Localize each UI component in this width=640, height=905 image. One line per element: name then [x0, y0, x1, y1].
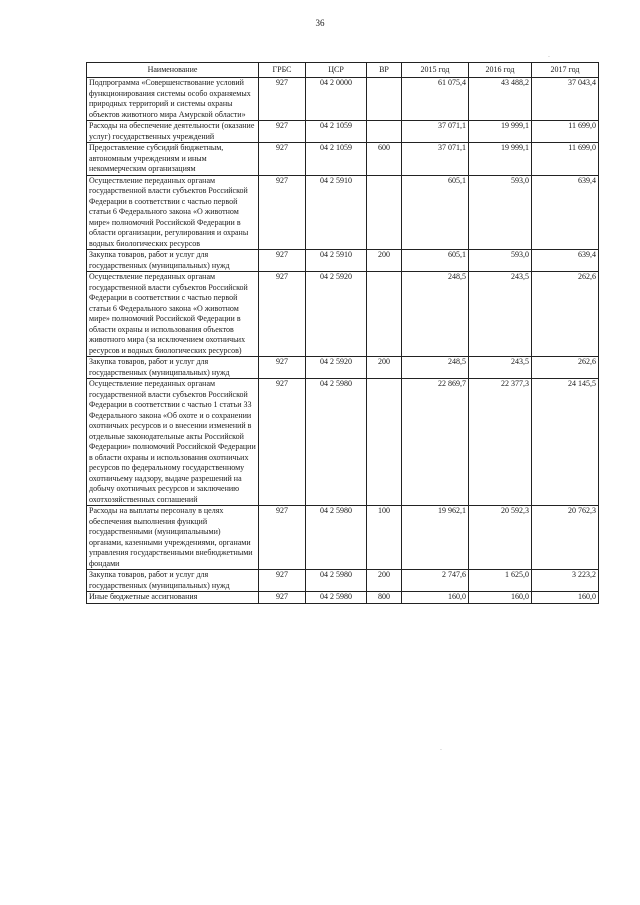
table-header [87, 63, 599, 78]
row-2017: 3 223,2 [532, 570, 599, 592]
row-2015: 37 071,1 [402, 121, 469, 143]
row-2017: 262,6 [532, 272, 599, 357]
row-csr: 04 2 5910 [306, 175, 367, 250]
header-vr: ВР [367, 63, 402, 78]
row-2015: 37 071,1 [402, 143, 469, 176]
row-2016: 593,0 [469, 175, 532, 250]
row-csr: 04 2 5910 [306, 250, 367, 272]
table-row [87, 357, 599, 379]
header-grbs: ГРБС [259, 63, 306, 78]
row-grbs: 927 [259, 357, 306, 379]
row-2017: 20 762,3 [532, 506, 599, 570]
row-2016: 43 488,2 [469, 78, 532, 121]
row-name: Осуществление переданных органам государственной власти субъектов Российской Федерации в соответствии с частью первой статьи 6 Федерального закона «О животном мире» полномочий Российской Федерации в области охраны и использования объектов животного мира (за исключением охотничьих ресурсов и водных биологических ресурсов) [87, 272, 259, 357]
row-2017: 639,4 [532, 250, 599, 272]
row-name: Закупка товаров, работ и услуг для государственных (муниципальных) нужд [87, 357, 259, 379]
page-number: 36 [315, 18, 325, 28]
row-2016: 19 999,1 [469, 143, 532, 176]
row-2017: 24 145,5 [532, 379, 599, 506]
row-2016: 243,5 [469, 272, 532, 357]
row-csr: 04 2 1059 [306, 121, 367, 143]
row-2016: 243,5 [469, 357, 532, 379]
row-vr: 200 [367, 250, 402, 272]
table-body [87, 78, 599, 604]
row-vr [367, 175, 402, 250]
row-name: Иные бюджетные ассигнования [87, 592, 259, 604]
row-name: Подпрограмма «Совершенствование условий функционирования системы особо охраняемых природных территорий и системы охраны объектов животного мира Амурской области» [87, 78, 259, 121]
header-2016: 2016 год [469, 63, 532, 78]
table-row [87, 175, 599, 250]
row-vr: 100 [367, 506, 402, 570]
row-2016: 22 377,3 [469, 379, 532, 506]
row-2017: 11 699,0 [532, 143, 599, 176]
table-row [87, 121, 599, 143]
row-grbs: 927 [259, 506, 306, 570]
header-row [87, 63, 599, 78]
row-2015: 605,1 [402, 250, 469, 272]
row-csr: 04 2 0000 [306, 78, 367, 121]
row-vr [367, 78, 402, 121]
row-vr [367, 379, 402, 506]
table-row [87, 78, 599, 121]
row-name: Предоставление субсидий бюджетным, автономным учреждениям и иным некоммерческим организациям [87, 143, 259, 176]
row-2016: 19 999,1 [469, 121, 532, 143]
row-grbs: 927 [259, 143, 306, 176]
row-grbs: 927 [259, 570, 306, 592]
row-csr: 04 2 5980 [306, 570, 367, 592]
row-2015: 248,5 [402, 272, 469, 357]
row-vr: 200 [367, 570, 402, 592]
row-grbs: 927 [259, 272, 306, 357]
row-csr: 04 2 5920 [306, 272, 367, 357]
row-vr: 600 [367, 143, 402, 176]
row-csr: 04 2 5980 [306, 592, 367, 604]
row-name: Закупка товаров, работ и услуг для государственных (муниципальных) нужд [87, 250, 259, 272]
row-2015: 61 075,4 [402, 78, 469, 121]
header-2017: 2017 год [532, 63, 599, 78]
scan-mark: . [548, 52, 550, 59]
row-grbs: 927 [259, 379, 306, 506]
scan-mark: . [440, 745, 442, 752]
row-vr: 200 [367, 357, 402, 379]
row-name: Закупка товаров, работ и услуг для государственных (муниципальных) нужд [87, 570, 259, 592]
row-vr [367, 272, 402, 357]
table-row [87, 379, 599, 506]
row-2017: 639,4 [532, 175, 599, 250]
row-2017: 11 699,0 [532, 121, 599, 143]
header-2015: 2015 год [402, 63, 469, 78]
row-grbs: 927 [259, 592, 306, 604]
row-csr: 04 2 5920 [306, 357, 367, 379]
row-2015: 160,0 [402, 592, 469, 604]
budget-table [86, 62, 599, 604]
table-row [87, 143, 599, 176]
row-vr [367, 121, 402, 143]
row-2017: 37 043,4 [532, 78, 599, 121]
row-csr: 04 2 5980 [306, 506, 367, 570]
row-grbs: 927 [259, 78, 306, 121]
row-name: Осуществление переданных органам государственной власти субъектов Российской Федерации в соответствии с частью первой статьи 6 Федерального закона «О животном мире» полномочий Российской Федерации в области организации, регулирования и охраны водных биологических ресурсов [87, 175, 259, 250]
table-row [87, 272, 599, 357]
row-vr: 800 [367, 592, 402, 604]
row-2015: 248,5 [402, 357, 469, 379]
row-grbs: 927 [259, 250, 306, 272]
row-2015: 605,1 [402, 175, 469, 250]
row-2016: 1 625,0 [469, 570, 532, 592]
row-2016: 593,0 [469, 250, 532, 272]
row-name: Осуществление переданных органам государственной власти субъектов Российской Федерации в соответствии с частью 1 статьи 33 Федерального закона «Об охоте и о сохранении охотничьих ресурсов и о внесении изменений в отдельные законодательные акты Российской Федерации» полномочий Российской Федерации в области охраны и использования охотничьих ресурсов по федеральному государственному охотничьему надзору, выдаче разрешений на добычу охотничьих ресурсов и заключению охотхозяйственных соглашений [87, 379, 259, 506]
row-2016: 160,0 [469, 592, 532, 604]
row-2016: 20 592,3 [469, 506, 532, 570]
row-2017: 160,0 [532, 592, 599, 604]
header-csr: ЦСР [306, 63, 367, 78]
row-grbs: 927 [259, 175, 306, 250]
row-2015: 19 962,1 [402, 506, 469, 570]
row-2015: 2 747,6 [402, 570, 469, 592]
table-row [87, 592, 599, 604]
header-name: Наименование [87, 63, 259, 78]
row-name: Расходы на выплаты персоналу в целях обеспечения выполнения функций государственными (муниципальными) органами, казенными учреждениями, органами управления государственными внебюджетными фондами [87, 506, 259, 570]
row-2015: 22 869,7 [402, 379, 469, 506]
table-row [87, 250, 599, 272]
row-2017: 262,6 [532, 357, 599, 379]
row-csr: 04 2 5980 [306, 379, 367, 506]
row-name: Расходы на обеспечение деятельности (оказание услуг) государственных учреждений [87, 121, 259, 143]
table-row [87, 570, 599, 592]
row-csr: 04 2 1059 [306, 143, 367, 176]
row-grbs: 927 [259, 121, 306, 143]
table-row [87, 506, 599, 570]
